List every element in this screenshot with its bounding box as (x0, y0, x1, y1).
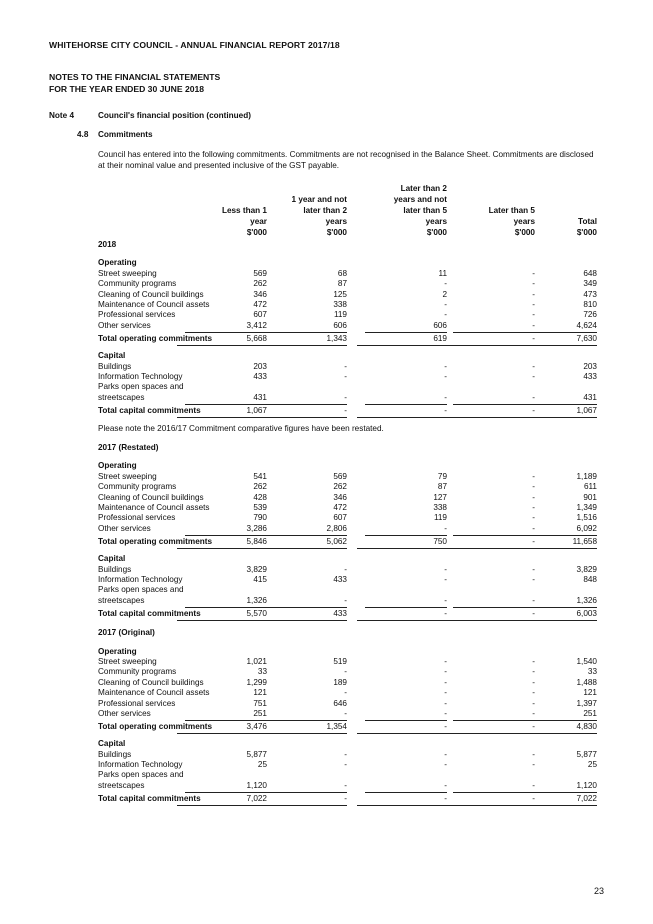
total-row (98, 608, 598, 620)
column-unit: $'000 (246, 228, 267, 237)
cell-value: 251 (583, 708, 597, 718)
row-label: Total capital commitments (98, 609, 201, 619)
cell-value: - (532, 574, 535, 584)
table-row (98, 524, 598, 534)
cell-value: - (532, 503, 535, 513)
table-row (98, 585, 598, 595)
table-row (98, 575, 598, 585)
notes-period: FOR THE YEAR ENDED 30 JUNE 2018 (49, 84, 205, 94)
cell-value: - (445, 608, 535, 621)
cell-value: - (444, 749, 447, 759)
cell-value: - (532, 279, 535, 289)
cell-value: 2 (442, 289, 447, 299)
cell-value: 11 (438, 268, 447, 278)
row-label: Community programs (98, 667, 177, 677)
cell-value: 119 (333, 310, 347, 320)
cell-value: 901 (583, 492, 597, 502)
column-unit: $'000 (426, 228, 447, 237)
cell-value: - (344, 749, 347, 759)
cell-value: 433 (583, 371, 597, 381)
row-label: Cleaning of Council buildings (98, 289, 204, 299)
cell-value: 79 (437, 471, 447, 481)
table-row (98, 472, 598, 482)
cell-value: 349 (583, 279, 597, 289)
cell-value: 1,326 (576, 595, 597, 605)
cell-value: - (532, 492, 535, 502)
table-row (98, 760, 598, 770)
table-row (98, 781, 598, 791)
column-header-line: 1 year and not (291, 195, 347, 204)
cell-value: - (344, 564, 347, 574)
cell-value: - (444, 677, 447, 687)
row-label: Cleaning of Council buildings (98, 492, 204, 502)
cell-value: - (445, 536, 535, 549)
cell-value: - (357, 793, 447, 806)
cell-value: 431 (253, 392, 267, 402)
cell-value: 3,476 (177, 721, 267, 734)
row-label: Buildings (98, 749, 132, 759)
column-unit: $'000 (326, 228, 347, 237)
cell-value: 619 (357, 333, 447, 346)
row-label: Capital (98, 351, 126, 361)
cell-value: 33 (587, 667, 597, 677)
column-header-line: years and not (393, 195, 447, 204)
cell-value: 87 (337, 279, 347, 289)
row-label: Total capital commitments (98, 406, 201, 416)
row-label: streetscapes (98, 595, 145, 605)
table-row (98, 770, 598, 780)
cell-value: - (532, 749, 535, 759)
cell-value: - (444, 688, 447, 698)
row-label: Operating (98, 646, 137, 656)
cell-value: - (532, 482, 535, 492)
cell-value: - (445, 793, 535, 806)
cell-value: 1,021 (246, 656, 267, 666)
cell-value: - (445, 333, 535, 346)
table-row (98, 657, 598, 667)
cell-value: 415 (253, 574, 267, 584)
cell-value: 569 (253, 268, 267, 278)
table-row (98, 699, 598, 709)
cell-value: - (445, 405, 535, 418)
cell-value: - (532, 595, 535, 605)
cell-value: 1,120 (576, 780, 597, 790)
cell-value: - (444, 698, 447, 708)
cell-value: 33 (257, 667, 267, 677)
cell-value: 25 (257, 760, 267, 770)
year-heading (98, 443, 598, 453)
cell-value: - (444, 523, 447, 533)
cell-value: 3,286 (246, 523, 267, 533)
cell-value: 1,349 (576, 503, 597, 513)
cell-value: - (444, 371, 447, 381)
row-label: Community programs (98, 482, 177, 492)
cell-value: 1,488 (576, 677, 597, 687)
cell-value: 433 (253, 371, 267, 381)
cell-value: 3,412 (246, 320, 267, 330)
row-label: 2017 (Restated) (98, 443, 159, 453)
cell-value: 1,120 (246, 780, 267, 790)
cell-value: 790 (253, 513, 267, 523)
row-label: Professional services (98, 698, 176, 708)
row-label: Information Technology (98, 574, 183, 584)
cell-value: 848 (583, 574, 597, 584)
cell-value: 11,658 (507, 536, 597, 549)
group-heading (98, 554, 598, 564)
cell-value: 87 (437, 482, 447, 492)
cell-value: 473 (583, 289, 597, 299)
cell-value: - (444, 299, 447, 309)
row-label: streetscapes (98, 780, 145, 790)
cell-value: - (532, 667, 535, 677)
row-label: Cleaning of Council buildings (98, 677, 204, 687)
row-label: Information Technology (98, 760, 183, 770)
column-header-line: year (250, 217, 267, 226)
table-row (98, 678, 598, 688)
row-label: Total operating commitments (98, 722, 213, 732)
row-label: Other services (98, 708, 151, 718)
table-row (98, 372, 598, 382)
table-row (98, 565, 598, 575)
table-row (98, 513, 598, 523)
cell-value: 4,624 (576, 320, 597, 330)
cell-value: 5,668 (177, 333, 267, 346)
cell-value: 68 (337, 268, 347, 278)
column-header-line: later than 5 (403, 206, 447, 215)
cell-value: 606 (433, 320, 447, 330)
cell-value: 539 (253, 503, 267, 513)
commitments-table (98, 240, 598, 805)
table-row (98, 362, 598, 372)
cell-value: 25 (587, 760, 597, 770)
cell-value: 7,022 (177, 793, 267, 806)
cell-value: 3,829 (576, 564, 597, 574)
column-header-line: Later than 5 (488, 206, 535, 215)
cell-value: 607 (253, 310, 267, 320)
report-title: WHITEHORSE CITY COUNCIL - ANNUAL FINANCIAL REPORT 2017/18 (49, 40, 340, 50)
cell-value: - (444, 310, 447, 320)
table-row (98, 310, 598, 320)
cell-value: - (532, 289, 535, 299)
group-heading (98, 461, 598, 471)
table-row (98, 493, 598, 503)
cell-value: - (344, 361, 347, 371)
cell-value: 1,343 (257, 333, 347, 346)
table-row (98, 503, 598, 513)
cell-value: 606 (333, 320, 347, 330)
cell-value: - (532, 471, 535, 481)
cell-value: - (532, 371, 535, 381)
row-label: Information Technology (98, 371, 183, 381)
cell-value: 5,062 (257, 536, 347, 549)
group-heading (98, 258, 598, 268)
cell-value: - (532, 523, 535, 533)
intro-paragraph: Council has entered into the following commitments. Commitments are not recognised in the Balance Sheet. Commitments are disclosed at their nominal value and presented inclusive of the GST payable. (98, 150, 594, 170)
column-header-line: years (513, 217, 535, 226)
cell-value: 1,299 (246, 677, 267, 687)
cell-value: - (532, 299, 535, 309)
row-label: Total capital commitments (98, 794, 201, 804)
year-heading (98, 240, 598, 250)
row-label: 2018 (98, 240, 117, 249)
cell-value: - (532, 513, 535, 523)
cell-value: 750 (357, 536, 447, 549)
cell-value: 472 (333, 503, 347, 513)
total-row (98, 721, 598, 733)
cell-value: - (344, 708, 347, 718)
cell-value: 1,397 (576, 698, 597, 708)
cell-value: 1,354 (257, 721, 347, 734)
cell-value: 433 (333, 574, 347, 584)
table-row (98, 750, 598, 760)
cell-value: 3,829 (246, 564, 267, 574)
table-row (98, 393, 598, 403)
cell-value: - (532, 564, 535, 574)
cell-value: 121 (253, 688, 267, 698)
cell-value: 751 (253, 698, 267, 708)
row-label: Maintenance of Council assets (98, 503, 210, 513)
row-label: Total operating commitments (98, 537, 213, 547)
table-row (98, 482, 598, 492)
year-heading (98, 628, 598, 638)
note-number: Note 4 (49, 111, 75, 120)
cell-value: 346 (253, 289, 267, 299)
row-label: Parks open spaces and (98, 770, 184, 780)
cell-value: - (532, 310, 535, 320)
table-row (98, 300, 598, 310)
cell-value: 2,806 (326, 523, 347, 533)
cell-value: 262 (253, 482, 267, 492)
cell-value: - (444, 564, 447, 574)
column-header-line: Later than 2 (400, 184, 447, 193)
row-label: Capital (98, 554, 126, 564)
row-label: Street sweeping (98, 268, 157, 278)
column-header-line: Total (578, 217, 597, 226)
cell-value: 607 (333, 513, 347, 523)
note-title: Council's financial position (continued) (98, 111, 251, 120)
cell-value: 338 (433, 503, 447, 513)
cell-value: 1,067 (507, 405, 597, 418)
cell-value: - (444, 667, 447, 677)
section-title: Commitments (98, 130, 153, 139)
row-label: Capital (98, 739, 126, 749)
cell-value: - (444, 574, 447, 584)
cell-value: - (357, 608, 447, 621)
cell-value: - (532, 677, 535, 687)
cell-value: - (444, 595, 447, 605)
table-row (98, 290, 598, 300)
cell-value: 6,003 (507, 608, 597, 621)
cell-value: - (532, 760, 535, 770)
total-row (98, 793, 598, 805)
table-row (98, 279, 598, 289)
row-label: Parks open spaces and (98, 382, 184, 392)
cell-value: 541 (253, 471, 267, 481)
row-label: Operating (98, 258, 137, 268)
column-header-line: years (325, 217, 347, 226)
cell-value: - (532, 688, 535, 698)
cell-value: - (444, 279, 447, 289)
row-label: Buildings (98, 564, 132, 574)
total-row (98, 333, 598, 345)
cell-value: 433 (257, 608, 347, 621)
cell-value: 611 (583, 482, 597, 492)
section-number: 4.8 (77, 130, 89, 139)
row-label: Street sweeping (98, 656, 157, 666)
row-label: streetscapes (98, 392, 145, 402)
cell-value: - (444, 392, 447, 402)
cell-value: 646 (333, 698, 347, 708)
cell-value: 203 (583, 361, 597, 371)
notes-heading: NOTES TO THE FINANCIAL STATEMENTS (49, 72, 221, 82)
cell-value: 119 (433, 513, 447, 523)
cell-value: 338 (333, 299, 347, 309)
cell-value: 1,516 (576, 513, 597, 523)
cell-value: 203 (253, 361, 267, 371)
cell-value: 519 (333, 656, 347, 666)
cell-value: 431 (583, 392, 597, 402)
cell-value: 127 (433, 492, 447, 502)
row-label: Maintenance of Council assets (98, 688, 210, 698)
cell-value: 4,830 (507, 721, 597, 734)
table-row (98, 667, 598, 677)
row-label: Community programs (98, 279, 177, 289)
cell-value: - (344, 371, 347, 381)
cell-value: - (532, 656, 535, 666)
cell-value: - (532, 268, 535, 278)
cell-value: - (257, 405, 347, 418)
cell-value: - (257, 793, 347, 806)
cell-value: 428 (253, 492, 267, 502)
cell-value: 648 (583, 268, 597, 278)
cell-value: 346 (333, 492, 347, 502)
row-label: Street sweeping (98, 471, 157, 481)
column-header-line: later than 2 (303, 206, 347, 215)
cell-value: - (357, 721, 447, 734)
row-label: Other services (98, 523, 151, 533)
group-heading (98, 647, 598, 657)
cell-value: 6,092 (576, 523, 597, 533)
cell-value: - (532, 392, 535, 402)
cell-value: 1,067 (177, 405, 267, 418)
table-row (98, 321, 598, 331)
row-label: Operating (98, 461, 137, 471)
group-heading (98, 351, 598, 361)
total-row (98, 536, 598, 548)
cell-value: 5,877 (576, 749, 597, 759)
column-header-line: Less than 1 (221, 206, 267, 215)
total-row (98, 405, 598, 417)
row-label: Other services (98, 320, 151, 330)
row-label: Parks open spaces and (98, 585, 184, 595)
cell-value: 7,022 (507, 793, 597, 806)
cell-value: 1,326 (246, 595, 267, 605)
cell-value: 262 (253, 279, 267, 289)
cell-value: 5,877 (246, 749, 267, 759)
table-row (98, 269, 598, 279)
cell-value: - (444, 708, 447, 718)
cell-value: - (344, 392, 347, 402)
cell-value: - (344, 667, 347, 677)
restated-note: Please note the 2016/17 Commitment comparative figures have been restated. (98, 424, 384, 434)
row-label: Maintenance of Council assets (98, 299, 210, 309)
column-unit: $'000 (514, 228, 535, 237)
cell-value: - (532, 708, 535, 718)
cell-value: - (445, 721, 535, 734)
row-label: 2017 (Original) (98, 628, 155, 638)
cell-value: 7,630 (507, 333, 597, 346)
cell-value: 472 (253, 299, 267, 309)
cell-value: - (444, 656, 447, 666)
cell-value: 5,846 (177, 536, 267, 549)
cell-value: 569 (333, 471, 347, 481)
column-unit: $'000 (576, 228, 597, 237)
table-row (98, 596, 598, 606)
cell-value: - (532, 320, 535, 330)
row-label: Professional services (98, 310, 176, 320)
cell-value: 810 (583, 299, 597, 309)
cell-value: - (444, 361, 447, 371)
cell-value: 262 (333, 482, 347, 492)
cell-value: - (532, 698, 535, 708)
row-label: Total operating commitments (98, 334, 213, 344)
cell-value: - (344, 760, 347, 770)
page-number: 23 (593, 886, 604, 896)
cell-value: - (357, 405, 447, 418)
cell-value: - (344, 595, 347, 605)
cell-value: 121 (583, 688, 597, 698)
cell-value: - (532, 780, 535, 790)
cell-value: 5,570 (177, 608, 267, 621)
row-label: Buildings (98, 361, 132, 371)
cell-value: 189 (333, 677, 347, 687)
cell-value: - (344, 780, 347, 790)
table-row (98, 382, 598, 392)
row-label: Professional services (98, 513, 176, 523)
cell-value: 125 (333, 289, 347, 299)
cell-value: 1,540 (576, 656, 597, 666)
cell-value: 1,189 (576, 471, 597, 481)
group-heading (98, 739, 598, 749)
cell-value: - (444, 780, 447, 790)
table-row (98, 709, 598, 719)
cell-value: - (444, 760, 447, 770)
cell-value: - (344, 688, 347, 698)
table-row (98, 688, 598, 698)
cell-value: 726 (583, 310, 597, 320)
column-header-line: years (425, 217, 447, 226)
cell-value: 251 (253, 708, 267, 718)
cell-value: - (532, 361, 535, 371)
